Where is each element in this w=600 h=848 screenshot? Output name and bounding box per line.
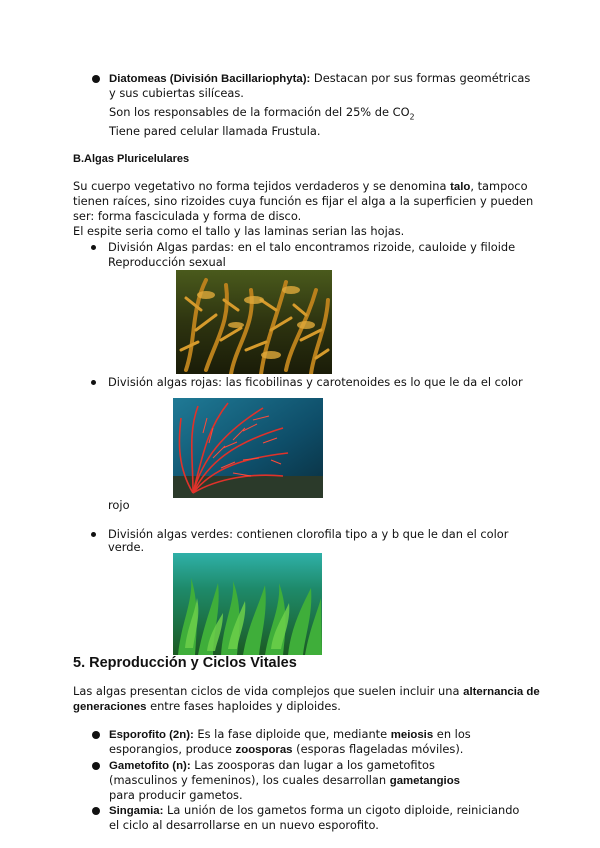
singamia-label: Singamia: bbox=[109, 805, 164, 817]
intro-bold-talo: talo bbox=[450, 181, 471, 193]
section5-para-line-2 bbox=[73, 699, 341, 715]
esporofito-label: Esporofito (2n): bbox=[109, 729, 194, 741]
section5-para-line-1 bbox=[73, 684, 540, 700]
diatomeas-text-3: Son los responsables de la formación del 25% de CO bbox=[109, 105, 410, 119]
gametofito-bold-gametangios: gametangios bbox=[389, 775, 461, 787]
intro-line-1 bbox=[73, 179, 528, 195]
gametofito-line-3: para producir gametos. bbox=[109, 788, 243, 802]
diatomeas-line-1 bbox=[109, 71, 530, 87]
esporofito-text-2-end: (esporas flageladas móviles). bbox=[292, 742, 464, 756]
rojas-line-1: División algas rojas: las ficobilinas y carotenoides es lo que le da el color bbox=[108, 375, 523, 389]
singamia-line-2: el ciclo al desarrollarse en un nuevo esporofito. bbox=[109, 818, 379, 832]
diatomeas-line-4: Tiene pared celular llamada Frustula. bbox=[109, 124, 321, 138]
esporofito-bold-zoosporas: zoosporas bbox=[235, 744, 293, 756]
green-algae-image bbox=[173, 553, 322, 655]
bullet-small bbox=[91, 380, 96, 385]
diatomeas-label: Diatomeas (División Bacillariophyta): bbox=[109, 73, 311, 85]
gametofito-label: Gametofito (n): bbox=[109, 760, 191, 772]
bullet-small bbox=[91, 245, 96, 250]
brown-algae-image bbox=[176, 270, 332, 374]
subheading-pluricelulares: B.Algas Pluricelulares bbox=[73, 153, 190, 165]
section5-bold-generaciones: generaciones bbox=[73, 701, 147, 713]
intro-line-4: El espite seria como el tallo y las laminas serian las hojas. bbox=[73, 224, 405, 238]
section5-text-1a: Las algas presentan ciclos de vida complejos que suelen incluir una bbox=[73, 684, 464, 698]
esporofito-bold-meiosis: meiosis bbox=[390, 729, 434, 741]
singamia-text-1: La unión de los gametos forma un cigoto diploide, reiniciando bbox=[163, 803, 520, 817]
bullet-small bbox=[91, 532, 96, 537]
intro-text-1a: Su cuerpo vegetativo no forma tejidos verdaderos y se denomina bbox=[73, 179, 451, 193]
intro-text-1b: , tampoco bbox=[470, 179, 528, 193]
diatomeas-line-3 bbox=[109, 105, 415, 124]
bullet-dot bbox=[92, 731, 100, 739]
red-algae-photo bbox=[173, 398, 323, 498]
gametofito-line-1 bbox=[109, 758, 435, 774]
gametofito-text-2: (masculinos y femeninos), los cuales desarrollan bbox=[109, 773, 390, 787]
esporofito-line-1 bbox=[109, 727, 471, 743]
verdes-line-2: verde. bbox=[108, 540, 145, 554]
co2-subscript: 2 bbox=[409, 112, 415, 122]
esporofito-text-1: Es la fase diploide que, mediante bbox=[193, 727, 391, 741]
red-algae-image bbox=[173, 398, 323, 498]
verdes-line-1: División algas verdes: contienen clorofila tipo a y b que le dan el color bbox=[108, 527, 509, 541]
section5-bold-alternancia: alternancia de bbox=[463, 686, 540, 698]
diatomeas-text-1: Destacan por sus formas geométricas bbox=[310, 71, 531, 85]
green-algae-photo bbox=[173, 553, 322, 655]
intro-line-3: ser: forma fasciculada y forma de disco. bbox=[73, 209, 302, 223]
gametofito-text-1: Las zoosporas dan lugar a los gametofitos bbox=[190, 758, 435, 772]
section-5-title: 5. Reproducción y Ciclos Vitales bbox=[73, 655, 297, 671]
diatomeas-line-2: y sus cubiertas silíceas. bbox=[109, 86, 244, 100]
bullet-dot bbox=[92, 75, 100, 83]
singamia-line-1 bbox=[109, 803, 519, 819]
esporofito-text-1-end: en los bbox=[433, 727, 471, 741]
intro-line-2: tienen raíces, sino rizoides cuya función es fijar el alga a la superficien y pueden bbox=[73, 194, 534, 208]
esporofito-text-2: esporangios, produce bbox=[109, 742, 236, 756]
brown-algae-photo bbox=[176, 270, 332, 374]
section5-text-2b: entre fases haploides y diploides. bbox=[146, 699, 341, 713]
gametofito-line-2 bbox=[109, 773, 460, 789]
rojas-line-2: rojo bbox=[108, 498, 130, 512]
pardas-line-2: Reproducción sexual bbox=[108, 255, 226, 269]
bullet-dot bbox=[92, 762, 100, 770]
pardas-line-1: División Algas pardas: en el talo encontramos rizoide, cauloide y filoide bbox=[108, 240, 516, 254]
bullet-dot bbox=[92, 807, 100, 815]
esporofito-line-2 bbox=[109, 742, 463, 758]
